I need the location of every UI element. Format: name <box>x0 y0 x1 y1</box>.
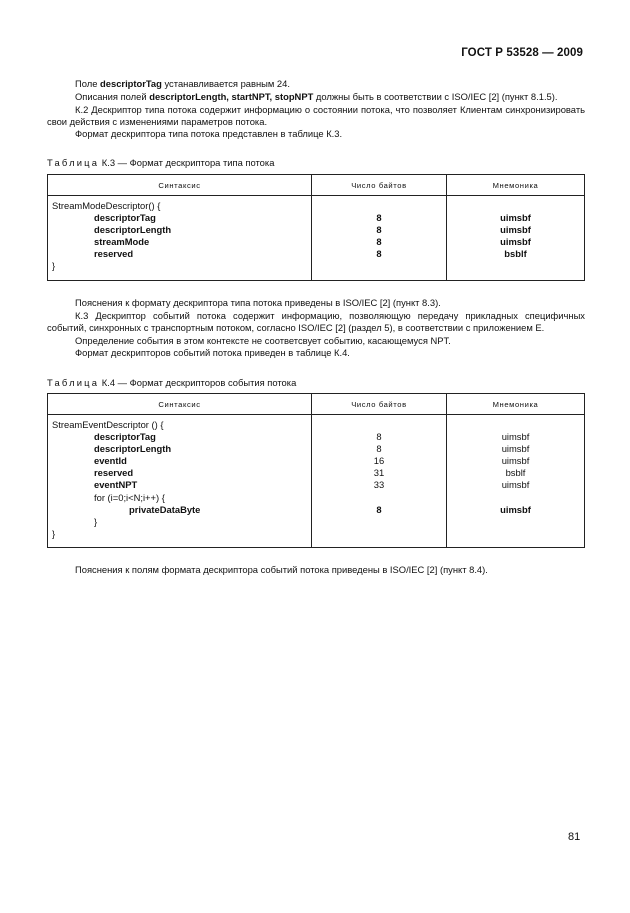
footer-note-paragraph <box>47 564 585 576</box>
table-k3 <box>47 174 585 281</box>
table-k3-syntax-cell <box>48 196 312 281</box>
table-k3-header-syntax: Синтаксис <box>48 175 312 196</box>
middle-paragraph-4 <box>47 347 585 359</box>
intro-p3-text: К.2 Дескриптор типа потока содержит информацию о состоянии потока, что позволяет Клиентам синхронизировать свои действия с изменениями параметров потока. <box>47 104 585 128</box>
table-k4-field-mnemonic: uimsbf <box>501 443 530 455</box>
table-k3-field-bytes: 8 <box>376 224 382 236</box>
table-k4-field-mnemonic: uimsbf <box>501 479 530 491</box>
table-k3-caption-text: К.3 — Формат дескриптора типа потока <box>99 157 275 168</box>
table-k4-loop-field-mnemonic: uimsbf <box>500 503 531 515</box>
table-k4-caption <box>47 377 296 388</box>
table-k4-caption-text: К.4 — Формат дескрипторов события потока <box>99 377 297 388</box>
table-k4-field-bytes: 16 <box>373 455 385 467</box>
table-k4-open-line: StreamEventDescriptor () { <box>52 419 164 430</box>
table-k4-field-mnemonic: uimsbf <box>501 455 530 467</box>
table-k4-loop-close: } <box>94 515 98 527</box>
table-k4-close-line: } <box>52 527 56 539</box>
table-k3-field-bytes: 8 <box>376 248 382 260</box>
table-k4-header-mnemonic: Мнемоника <box>447 394 585 415</box>
table-k3-mnemonic-cell <box>447 196 585 281</box>
table-k3-field-mnemonic: bsblf <box>504 248 527 260</box>
middle-paragraph-3 <box>47 335 585 347</box>
table-k3-caption <box>47 157 274 168</box>
table-k3-field-bytes: 8 <box>376 212 382 224</box>
intro-paragraph-3 <box>47 104 585 128</box>
table-k3-caption-word: Таблица <box>47 157 100 168</box>
table-k3-body-row <box>48 196 585 281</box>
table-k3-header-row <box>48 175 585 196</box>
table-k4-field-name: eventId <box>94 455 127 467</box>
table-k4-field-bytes: 31 <box>373 467 385 479</box>
table-k3-close-line: } <box>52 260 56 272</box>
intro-p2-prefix: Описания полей <box>75 91 150 102</box>
table-k3-open-line: StreamModeDescriptor() { <box>52 200 161 211</box>
table-k3-header-bytes: Число байтов <box>312 175 447 196</box>
footer-note-text: Пояснения к полям формата дескриптора событий потока приведены в ISO/IEC [2] (пункт 8.4). <box>75 564 488 575</box>
intro-paragraph-2 <box>47 91 585 103</box>
table-k4-field-name: reserved <box>94 467 134 479</box>
table-k3-field-bytes: 8 <box>376 236 382 248</box>
table-k4-field-mnemonic: bsblf <box>505 467 526 479</box>
table-k4-header-row <box>48 394 585 415</box>
intro-paragraph-1 <box>47 78 585 90</box>
table-k3-field-name: streamMode <box>94 236 150 248</box>
intro-p1-field: descriptorTag <box>100 78 162 89</box>
table-k3-bytes-cell <box>312 196 447 281</box>
intro-p1-suffix: устанавливается равным 24. <box>161 78 290 89</box>
table-k3-field-name: reserved <box>94 248 134 260</box>
intro-p2-fields: descriptorLength, startNPT, stopNPT <box>149 91 314 102</box>
table-k4-loop-line: for (i=0;i<N;i++) { <box>94 491 165 503</box>
document-standard-header: ГОСТ Р 53528 — 2009 <box>461 47 583 59</box>
middle-p1-text: Пояснения к формату дескриптора типа потока приведены в ISO/IEC [2] (пункт 8.3). <box>75 297 441 308</box>
table-k4-body-row <box>48 415 585 548</box>
table-k4-syntax-cell <box>48 415 312 548</box>
table-k4-field-bytes: 8 <box>376 443 382 455</box>
table-k3-field-mnemonic: uimsbf <box>500 236 531 248</box>
table-k3-field-mnemonic: uimsbf <box>500 224 531 236</box>
table-k4-header-bytes: Число байтов <box>312 394 447 415</box>
middle-p4-text: Формат дескрипторов событий потока приведен в таблице К.4. <box>75 347 350 358</box>
intro-paragraph-4 <box>47 128 585 140</box>
table-k4-field-name: eventNPT <box>94 479 138 491</box>
intro-p2-suffix: должны быть в соответствии с ISO/IEC [2] (пункт 8.1.5). <box>313 91 558 102</box>
table-k3-field-name: descriptorTag <box>94 212 156 224</box>
table-k4-caption-word: Таблица <box>47 377 100 388</box>
table-k3-field-mnemonic: uimsbf <box>500 212 531 224</box>
table-k4-field-name: descriptorTag <box>94 431 156 443</box>
table-k3-field-name: descriptorLength <box>94 224 172 236</box>
middle-paragraph-2 <box>47 310 585 334</box>
table-k4-loop-field-name: privateDataByte <box>129 503 201 515</box>
middle-p3-text: Определение события в этом контексте не соответсвует событию, касающемуся NPT. <box>75 335 451 346</box>
middle-paragraph-1 <box>47 297 585 309</box>
intro-p1-prefix: Поле <box>75 78 101 89</box>
table-k4-field-bytes: 33 <box>373 479 385 491</box>
table-k4-bytes-cell <box>312 415 447 548</box>
table-k3-header-mnemonic: Мнемоника <box>447 175 585 196</box>
table-k4-field-bytes: 8 <box>376 431 382 443</box>
table-k4-loop-field-bytes: 8 <box>376 503 382 515</box>
table-k4-mnemonic-cell <box>447 415 585 548</box>
middle-p2-text: К.3 Дескриптор событий потока содержит информацию, позволяющую передачу прикладных специфичных событий, синхронных с транспортным потоком, согласно ISO/IEC [2] (раздел 5), в соответствии с приложением Е. <box>47 310 585 334</box>
table-k4-header-syntax: Синтаксис <box>48 394 312 415</box>
table-k4-field-mnemonic: uimsbf <box>501 431 530 443</box>
intro-p4-text: Формат дескриптора типа потока представлен в таблице К.3. <box>75 128 343 139</box>
table-k4-field-name: descriptorLength <box>94 443 172 455</box>
page-number: 81 <box>568 831 581 843</box>
table-k4 <box>47 393 585 548</box>
